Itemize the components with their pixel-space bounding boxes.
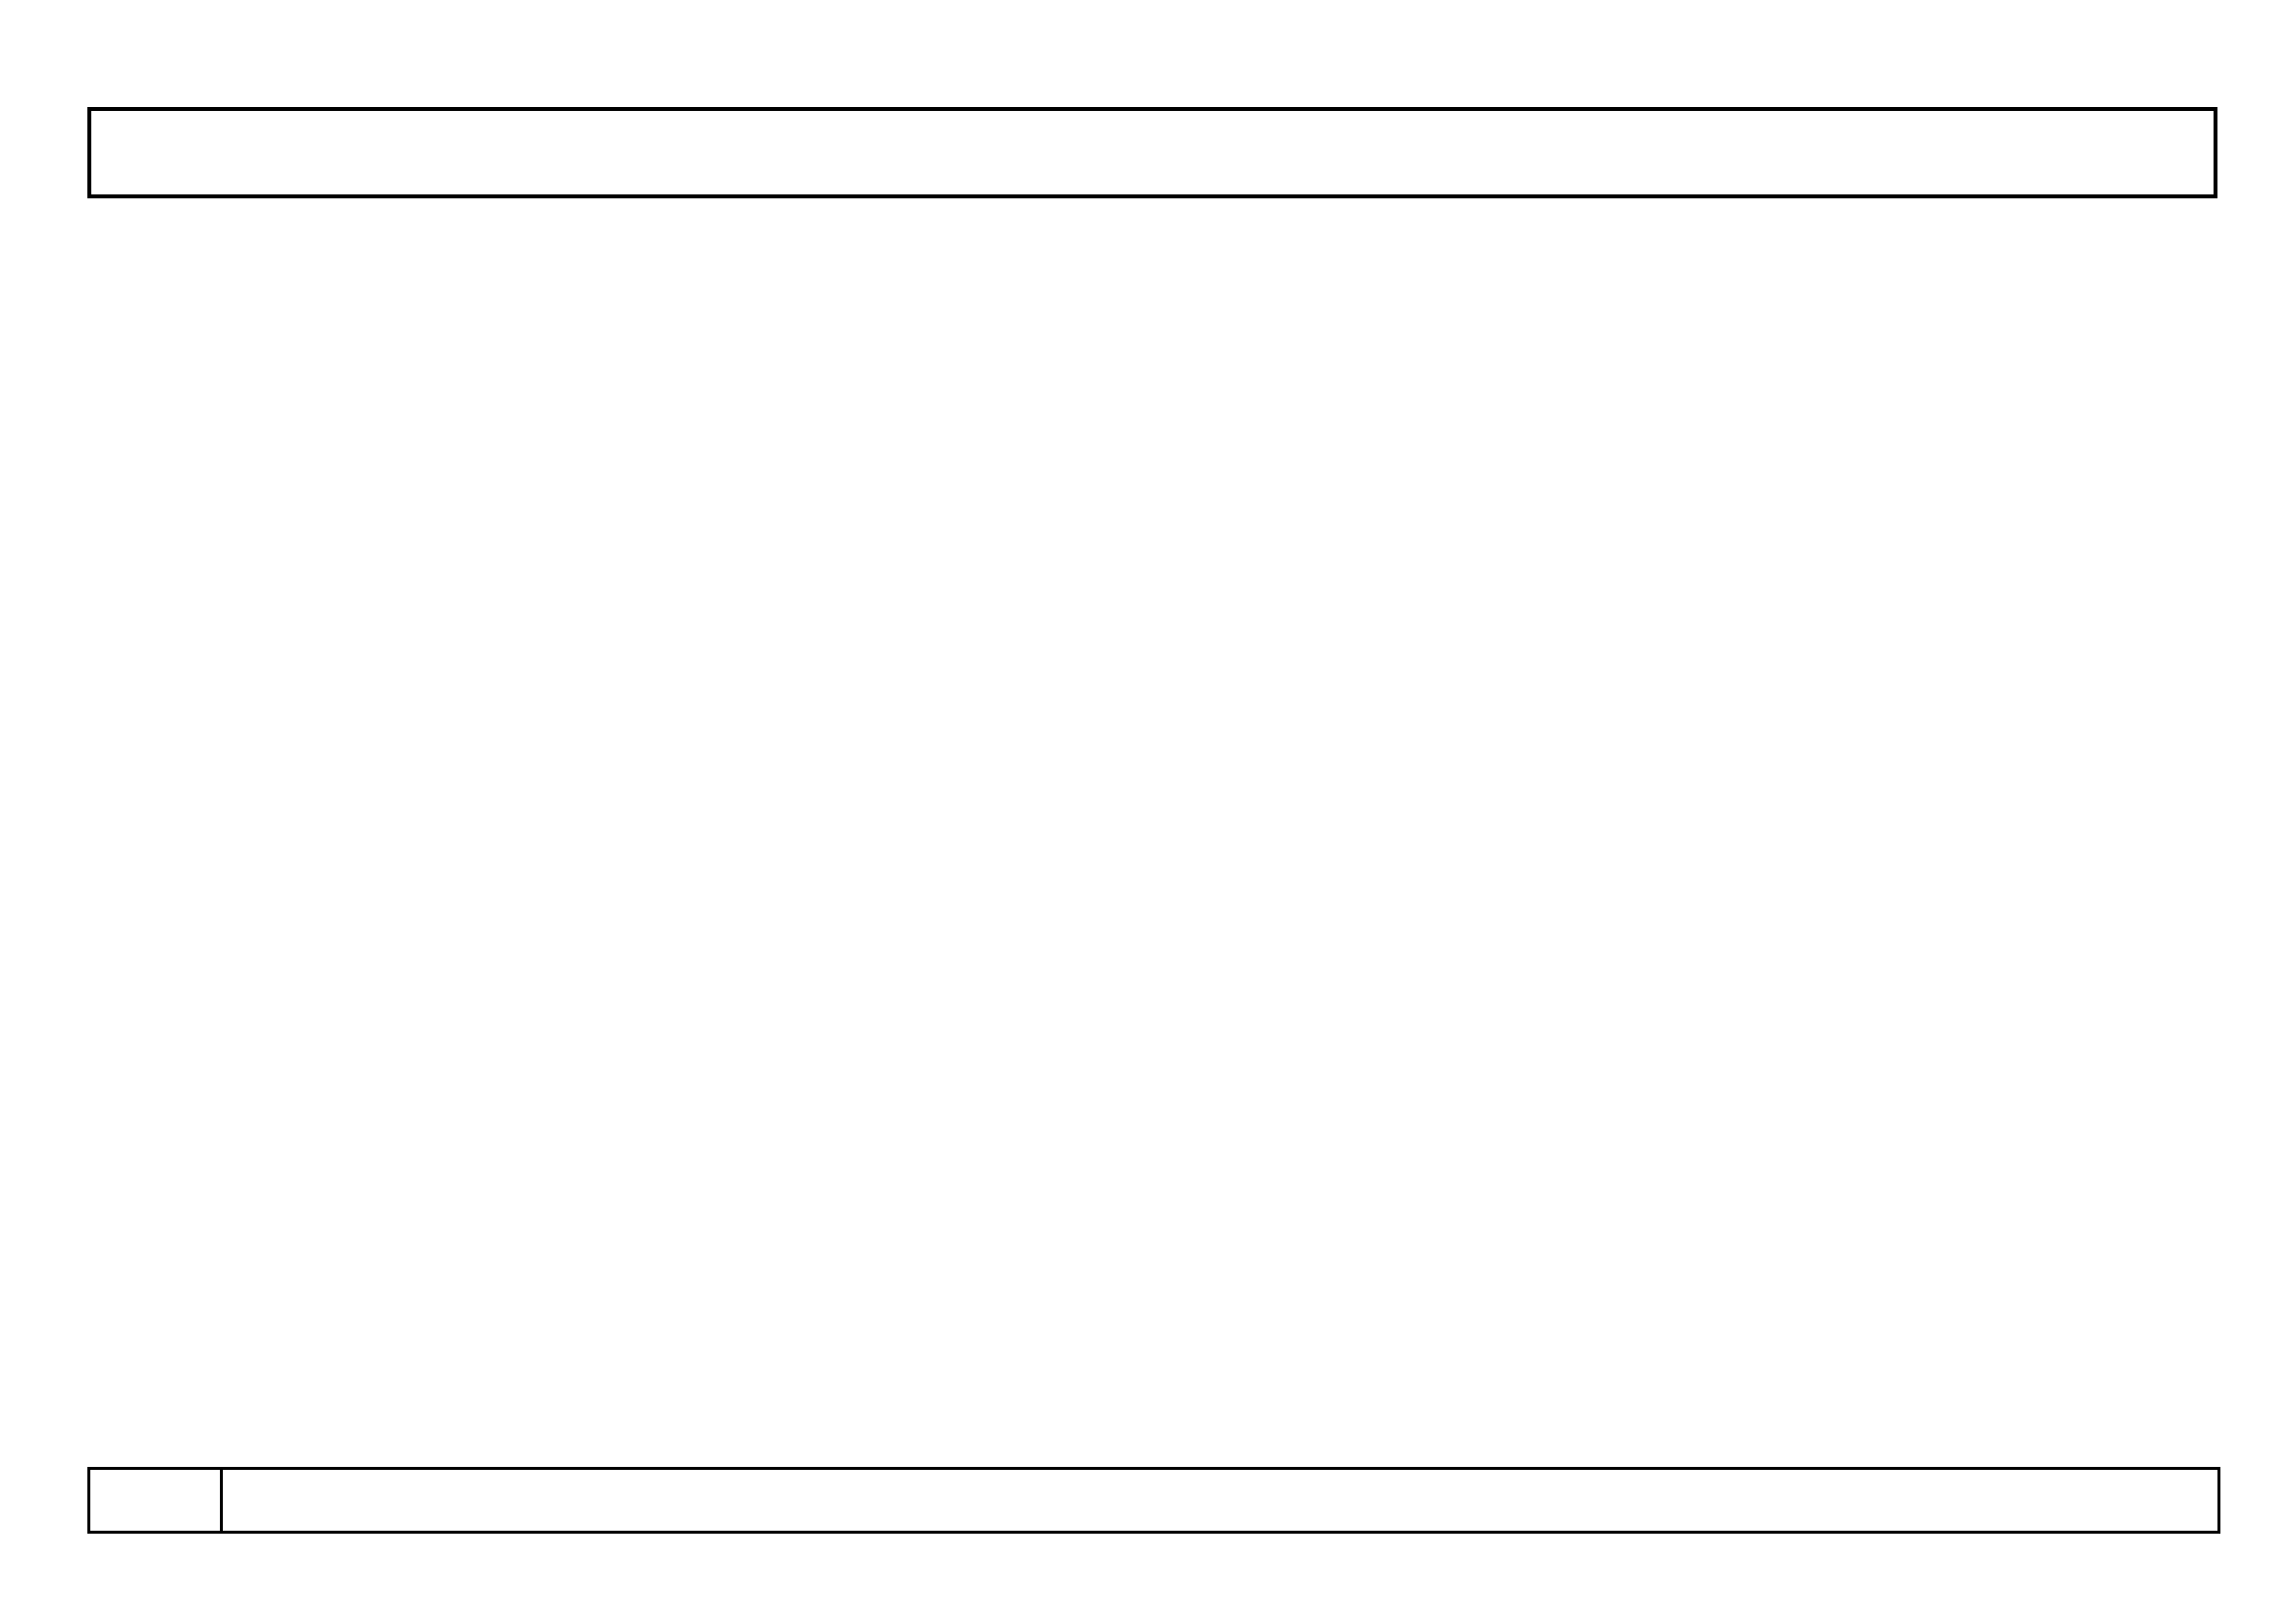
seniors-masters-table (87, 1467, 2220, 1534)
seniors-text (222, 1469, 2219, 1533)
seniors-label (89, 1469, 222, 1533)
page-title (87, 107, 2217, 198)
seniors-row (89, 1469, 2219, 1533)
